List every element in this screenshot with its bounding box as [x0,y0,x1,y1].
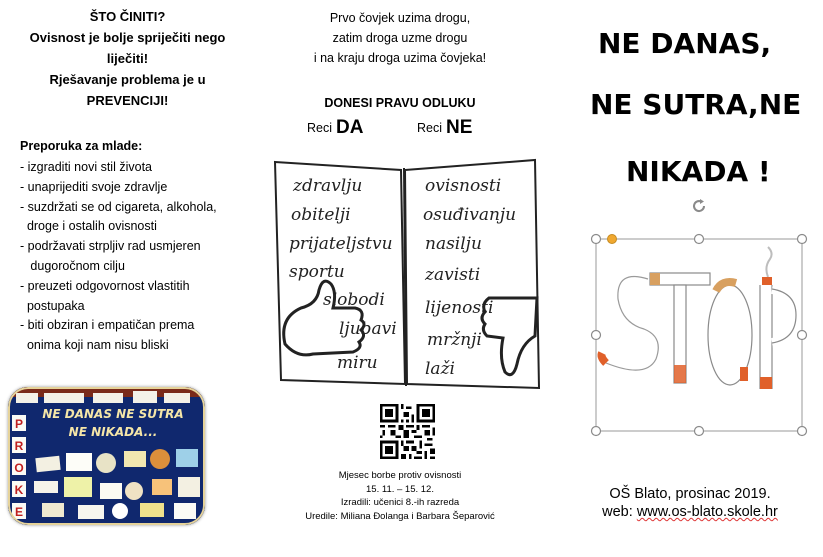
campaign-editors: Uredile: Miliana Đolanga i Barbara Šeparović [305,510,495,522]
heading-line: Ovisnost je bolje spriječiti nego [29,30,226,45]
campaign-name: Mjesec borbe protiv ovisnosti [338,470,462,481]
no-word: ovisnosti [425,176,502,196]
tip-item: - podržavati strpljiv rad usmjeren [20,239,201,254]
no-word: osuđivanju [423,205,517,225]
yes-word: obitelji [291,205,351,225]
yes-word: zdravlju [293,176,363,196]
no-word: zavisti [425,265,481,285]
website-prefix: web: [602,504,637,520]
heading-line: PREVENCIJI! [86,93,169,108]
adjust-handle-icon[interactable] [608,235,617,244]
tips-list [20,158,260,356]
qr-code[interactable] [380,404,435,459]
tip-item: - suzdržati se od cigareta, alkohola, [20,199,217,214]
no-word: laži [425,359,455,379]
website-link[interactable]: www.os-blato.skole.hr [636,504,778,520]
say-yes-word: DA [336,117,364,138]
side-letter: O [14,461,24,475]
yes-word: prijateljstvu [289,234,393,254]
poster-banner-text: NE DANAS NE SUTRA NE NIKADA... [42,407,184,439]
open-book-illustration [273,158,543,394]
side-letter: E [14,505,24,519]
tip-item: - preuzeti odgovornost vlastitih [20,278,190,293]
campaign-authors: Izradili: učenici 8.-ih razreda [340,497,460,508]
yes-word: sportu [289,262,345,282]
poster-photo-border [8,387,205,525]
rotate-handle-icon[interactable] [690,197,708,215]
tip-item: postupaka [20,298,85,313]
school-info [560,485,820,521]
say-no-word: NE [446,117,473,138]
prevention-heading [0,6,255,111]
slogan-line-2: NE SUTRA,NE [590,88,802,121]
slogan-line-1: NE DANAS, [598,27,772,60]
quote-line: Prvo čovjek uzima drogu, [329,11,471,25]
decision-title: DONESI PRAVU ODLUKU [324,96,476,110]
stop-image-selection[interactable] [596,239,802,431]
yes-word: miru [337,353,378,373]
poster-photo [8,387,205,525]
tip-item: dugoročnom cilju [20,258,125,273]
heading-line: Rješavanje problema je u [49,72,206,87]
tip-item: - biti obziran i empatičan prema [20,318,195,333]
quote-line: zatim droga uzme drogu [332,31,468,45]
say-no [417,117,472,139]
side-letter: R [14,439,24,453]
no-word: mržnji [427,330,482,350]
yes-word: slobodi [323,290,385,310]
say-no-prefix: Reci [417,121,443,135]
tip-item: - izgraditi novi stil života [20,160,152,174]
school-date: OŠ Blato, prosinac 2019. [609,486,771,502]
say-yes-prefix: Reci [307,121,333,135]
stop-cigarette-art [594,237,796,389]
tip-item: droge i ostalih ovisnosti [20,219,157,234]
side-letter: K [14,483,24,497]
no-word: nasilju [425,234,482,254]
tip-item: - unaprijediti svoje zdravlje [20,179,168,194]
heading-line: ŠTO ČINITI? [89,9,166,24]
drug-quote [273,8,527,68]
campaign-dates: 15. 11. – 15. 12. [366,483,434,495]
heading-line: liječiti! [106,51,149,66]
campaign-footer [273,469,527,523]
side-letter: P [14,417,24,431]
no-word: lijenosti [425,298,494,318]
website-line [560,503,820,521]
quote-line: i na kraju droga uzima čovjeka! [313,51,487,65]
tips-title: Preporuka za mlade: [20,139,143,153]
say-yes [307,117,363,139]
slogan-line-3: NIKADA ! [626,155,771,188]
yes-word: ljubavi [339,319,397,339]
tip-item: onima koji nam nisu bliski [20,338,169,353]
